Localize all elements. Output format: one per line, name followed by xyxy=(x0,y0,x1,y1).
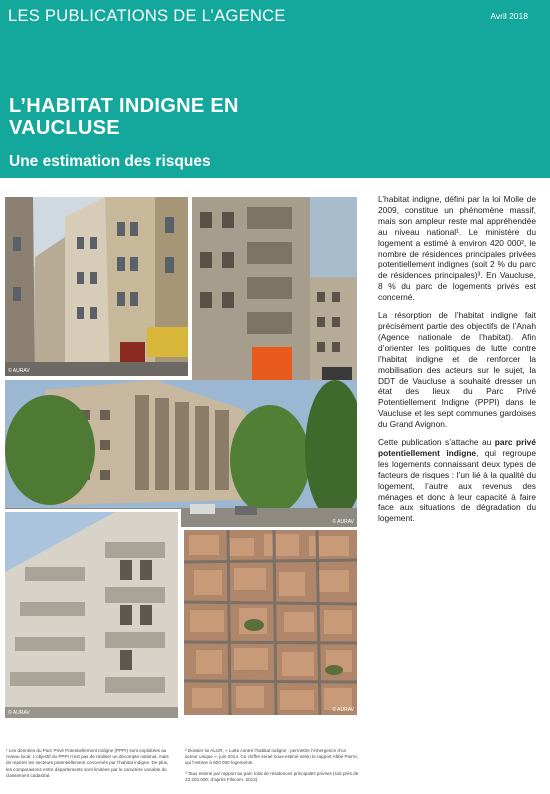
paragraph-2: La résorption de l’habitat indigne fait précisément partie des objectifs de l’Anah (Agence nationale de l’habitat). Afin d’orienter les politiques de lutte contre l’habitat indigne et de renforcer la mobilisation des acteurs sur le sujet, la DDT de Vaucluse a souhaité dresser un état des lieux du Parc Privé Potentiellement Indigne (PPPI) dans le Vaucluse et les sept communes gardoises du Grand Avignon. xyxy=(378,310,536,430)
publication-title: LES PUBLICATIONS DE L’AGENCE xyxy=(8,7,286,25)
paragraph-3-emphasis: parc privé potentiellement indigne xyxy=(378,437,536,458)
photo-old-street-image xyxy=(5,197,188,376)
publication-date: Avril 2018 xyxy=(490,11,528,21)
photo-housing-estate xyxy=(5,380,357,527)
intro-text xyxy=(378,194,536,531)
page-title: L’HABITAT INDIGNE EN VAUCLUSE xyxy=(9,95,239,139)
photo-credit: © AURAV xyxy=(332,519,354,525)
footnote-1: ¹ Les données du Parc Privé Potentiellement Indigne (PPPI) sont exploitées au niveau local. L’objectif du PPPI n’est pas de réaliser un décompte national, mais de repérer les secteurs potentiellement concernés par l’habitat indigne. De plus, les comparaisons entre départements sont limitées par le caractère variable du classement cadastral. xyxy=(6,748,169,778)
page-subtitle: Une estimation des risques xyxy=(9,153,211,170)
photo-housing-estate-image xyxy=(5,380,357,527)
paragraph-3-end: , qui regroupe les logements connaissant deux types de facteurs de risques : l’un lié à la qualité du logement, l’autre aux revenus des ménages et donc à leur capacité à faire face aux situations de dégradation du logement. xyxy=(378,447,536,524)
photo-aerial-city-image xyxy=(184,530,357,715)
photo-balconies-image xyxy=(5,512,178,718)
footnote-2: ² Dossier loi ALUR, « Lutte contre l’habitat indigne : permettre l’émergence d’un acteur unique », juin 2014. Ce chiffre serait sous-estimé selon le rapport Abbé Pierre, qui l’estime à 600 000 logements. xyxy=(185,748,359,766)
photo-old-street xyxy=(5,197,188,376)
photo-aerial-city xyxy=(184,530,357,715)
photo-credit: © AURAV xyxy=(8,710,30,716)
photo-degraded-building-image xyxy=(192,197,357,402)
paragraph-3-start: Cette publication s’attache au xyxy=(378,437,495,448)
paragraph-1: L’habitat indigne, défini par la loi Molle de 2009, constitue un phénomène massif, mais son ampleur reste mal appréhendée au niveau national¹. Le ministère du logement a estimé à environ 420 000², le nombre de résidences principales privées potentiellement indignes (soit 2 % du parc de résidences principales)³. En Vaucluse, 8 % du parc de logements privés est concerné. xyxy=(378,194,536,303)
photo-credit: © AURAV xyxy=(8,368,30,374)
photo-credit: © AURAV xyxy=(332,707,354,713)
footnotes-right xyxy=(185,748,360,787)
paragraph-3 xyxy=(378,437,536,524)
footnotes-left xyxy=(6,748,174,779)
header-banner xyxy=(0,0,550,178)
photo-balconies xyxy=(5,509,181,718)
footnote-3: ³ Taux estimé par rapport au parc total de résidences principales privées (soit près de 23 203 000, d’après Filocom, 2013). xyxy=(185,770,359,782)
photo-degraded-building xyxy=(192,197,357,402)
